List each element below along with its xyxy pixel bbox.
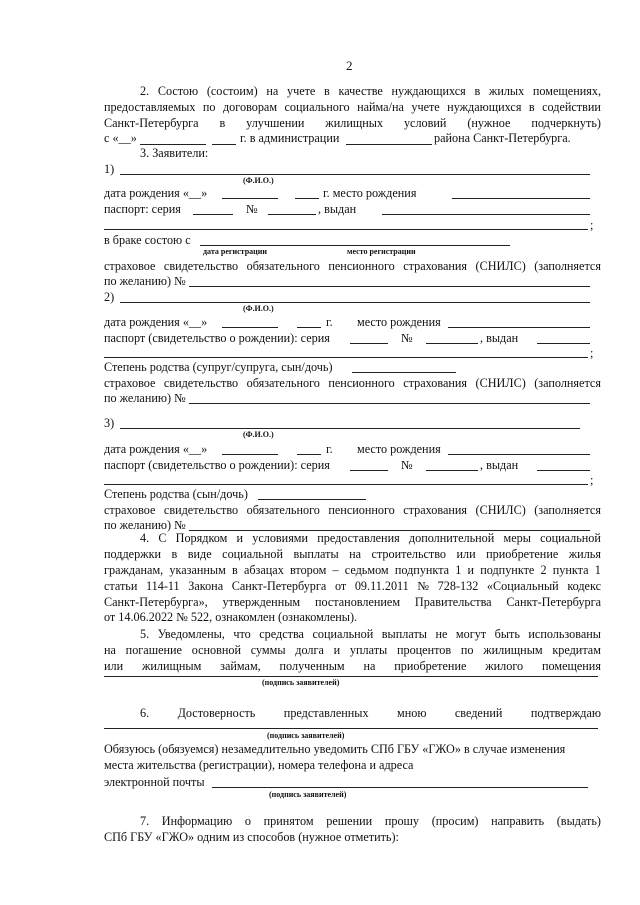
word: быть <box>494 627 520 641</box>
word: социальной <box>540 531 601 545</box>
word: жилищных <box>325 116 384 130</box>
a1-birthplace-field[interactable] <box>452 198 590 199</box>
word: на <box>349 547 362 561</box>
word: (заполняется <box>534 259 601 273</box>
word: условиями <box>252 531 309 545</box>
word: жилого <box>485 659 524 673</box>
word: жилых <box>488 84 525 98</box>
word: гражданам, <box>104 563 164 577</box>
word: пенсионного <box>328 503 395 517</box>
email-signature-field[interactable] <box>212 787 588 788</box>
word: Состою <box>157 84 199 98</box>
word: предоставляемых <box>104 100 196 114</box>
word: процентов <box>396 643 452 657</box>
word: 2 <box>540 563 547 577</box>
word: помещениях, <box>532 84 601 98</box>
word: долга <box>295 643 324 657</box>
date-day-field[interactable] <box>140 144 206 145</box>
word: строительство <box>371 547 447 561</box>
word: обязательного <box>246 503 320 517</box>
word: использованы <box>528 627 601 641</box>
word: обязательного <box>246 259 320 273</box>
word: условий <box>403 116 447 130</box>
word: качестве <box>338 84 383 98</box>
fio-caption: (Ф.И.О.) <box>243 176 274 185</box>
word: помещения <box>541 659 601 673</box>
word: средства <box>259 627 304 641</box>
applicant2-number: 2) <box>104 290 115 304</box>
p5-signature-caption: (подпись заявителей) <box>262 678 340 687</box>
word: пенсионного <box>328 376 395 390</box>
p2-line4-start: с «__» <box>104 131 137 145</box>
a3-passport-label: паспорт (свидетельство о рождении): серия <box>104 458 330 472</box>
semicolon: ; <box>590 346 594 360</box>
reg-date-caption: дата регистрации <box>203 247 267 256</box>
word: страховое <box>104 503 156 517</box>
word: 09.11.2011 <box>354 579 409 593</box>
p4-line3 <box>104 563 601 577</box>
a1-issued-field[interactable] <box>382 214 590 215</box>
applicant1-fio-field[interactable] <box>120 174 590 175</box>
word: 2. <box>140 84 150 98</box>
a1-dob-field[interactable] <box>222 198 278 199</box>
semicolon: ; <box>590 473 594 487</box>
a3-passport-number-field[interactable] <box>426 470 478 471</box>
oblige-line1: Обязуюсь (обязуемся) незамедлительно уведомить СПб ГБУ «ГЖО» в случае изменения <box>104 742 566 756</box>
p4-line6: от 14.06.2022 № 522, ознакомлен (ознакомлены). <box>104 610 358 624</box>
word: жилищным <box>483 643 543 657</box>
a1-year-field[interactable] <box>295 198 319 199</box>
p6-line1 <box>140 706 601 720</box>
word: выплаты <box>293 547 339 561</box>
a3-kinship-label: Степень родства (сын/дочь) <box>104 487 248 501</box>
word: абзацах <box>243 563 284 577</box>
word: в <box>474 84 481 98</box>
a3-year-label: г. <box>326 442 333 456</box>
p2-line2 <box>104 100 601 114</box>
word: Порядком <box>175 531 228 545</box>
a1-no-label: № <box>246 202 258 216</box>
word: или <box>456 547 476 561</box>
p4-line4 <box>104 579 601 593</box>
a3-passport-series-field[interactable] <box>350 470 388 471</box>
word: погашение <box>125 643 182 657</box>
word: Санкт-Петербурга <box>231 579 327 593</box>
a1-year-label: г. место рождения <box>323 186 417 200</box>
p5-line2 <box>104 643 601 657</box>
p2-line1 <box>140 84 601 98</box>
p5-line1 <box>140 627 601 641</box>
p4-line5 <box>104 595 601 609</box>
word: улучшении <box>246 116 305 130</box>
a2-passport-label: паспорт (свидетельство о рождении): серия <box>104 331 330 345</box>
word: на <box>104 643 116 657</box>
word: нуждающихся <box>447 100 522 114</box>
p7-line1 <box>140 814 601 828</box>
word: суммы <box>250 643 286 657</box>
applicant2-fio-field[interactable] <box>120 302 590 303</box>
word: свидетельство <box>163 503 239 517</box>
p7-line2: СПб ГБУ «ГЖО» одним из способов (нужное отметить): <box>104 830 399 844</box>
word: страхования <box>403 259 468 273</box>
word: виде <box>187 547 212 561</box>
word: (просим) <box>431 814 479 828</box>
a2-year-field[interactable] <box>297 327 321 328</box>
a1-dob-label: дата рождения «__» <box>104 186 208 200</box>
oblige-line2: места жительства (регистрации), номера телефона и адреса <box>104 758 414 772</box>
p5-signature-field[interactable] <box>104 676 598 677</box>
a3-birthplace-field[interactable] <box>448 454 590 455</box>
word: направить <box>491 814 545 828</box>
word: Информацию <box>161 814 233 828</box>
word: решении <box>326 814 373 828</box>
word: Достоверность <box>177 706 256 720</box>
a1-passport-number-field[interactable] <box>268 214 316 215</box>
p2-line3 <box>104 116 601 130</box>
word: поддержки <box>104 547 162 561</box>
word: представленных <box>283 706 369 720</box>
word: постановлением <box>314 595 401 609</box>
a2-birthplace-label: место рождения <box>357 315 441 329</box>
p5-line3 <box>104 659 601 673</box>
word: приобретение <box>394 659 467 673</box>
p2-line4-end: района Санкт-Петербурга. <box>434 131 571 145</box>
word: пункта <box>552 563 589 577</box>
word: «Социальный <box>486 579 559 593</box>
word: или <box>104 659 124 673</box>
a3-birthplace-label: место рождения <box>357 442 441 456</box>
word: (состоим) <box>206 84 258 98</box>
a1-issued-label: , выдан <box>318 202 357 216</box>
word: основной <box>191 643 242 657</box>
word: нуждающихся <box>391 84 466 98</box>
word: свидетельство <box>163 259 239 273</box>
word: полученным <box>279 659 345 673</box>
word: в <box>219 116 226 130</box>
p2-line4-admin: г. в администрации <box>240 131 340 145</box>
word: обязательного <box>246 376 320 390</box>
word: и <box>333 643 341 657</box>
word: Правительства <box>414 595 492 609</box>
word: (СНИЛС) <box>475 503 526 517</box>
word: дополнительной <box>408 531 495 545</box>
word: страховое <box>104 259 156 273</box>
a1-passport-label: паспорт: серия <box>104 202 181 216</box>
word: от <box>334 579 347 593</box>
p4-line2 <box>104 547 601 561</box>
page-number: 2 <box>346 58 353 73</box>
word: в <box>528 100 535 114</box>
a3-kinship-field[interactable] <box>258 499 366 500</box>
word: подчеркнуть) <box>531 116 601 130</box>
word: (СНИЛС) <box>475 376 526 390</box>
a1-issued-field-cont[interactable] <box>104 229 588 230</box>
a2-dob-field[interactable] <box>222 327 278 328</box>
word: пенсионного <box>328 259 395 273</box>
word: указанным <box>169 563 226 577</box>
word: страховое <box>104 376 156 390</box>
a2-issued-field-cont[interactable] <box>104 357 588 358</box>
word: 6. <box>140 706 150 720</box>
word: меры <box>503 531 531 545</box>
word: по <box>460 643 474 657</box>
word: принятом <box>263 814 314 828</box>
word: втором <box>289 563 327 577</box>
district-field[interactable] <box>346 144 432 145</box>
word: прошу <box>384 814 420 828</box>
a3-snils-line <box>104 503 601 517</box>
word: 7. <box>140 814 150 828</box>
word: мною <box>397 706 427 720</box>
word: кредитам <box>552 643 601 657</box>
word: найма/на <box>357 100 404 114</box>
a2-snils-line <box>104 376 601 390</box>
semicolon: ; <box>590 218 594 232</box>
a2-issued-label: , выдан <box>480 331 519 345</box>
a2-snils-end: по желанию) № <box>104 391 186 405</box>
a3-issued-field[interactable] <box>537 470 590 471</box>
a2-year-label: г. <box>326 315 333 329</box>
reg-place-caption: место регистрации <box>347 247 416 256</box>
a2-passport-number-field[interactable] <box>426 343 478 344</box>
word: 1 <box>455 563 462 577</box>
word: социального <box>284 100 350 114</box>
p6-signature-field[interactable] <box>104 728 598 729</box>
word: договорам <box>222 100 278 114</box>
word: уплаты <box>349 643 388 657</box>
word: в <box>232 563 238 577</box>
word: (нужное <box>467 116 511 130</box>
word: С <box>158 531 167 545</box>
a3-snils-end: по желанию) № <box>104 518 186 532</box>
word: 5. <box>140 627 150 641</box>
word: кодекс <box>567 579 601 593</box>
a2-birthplace-field[interactable] <box>448 327 590 328</box>
a2-issued-field[interactable] <box>537 343 590 344</box>
applicant3-fio-field[interactable] <box>120 428 580 429</box>
word: свидетельство <box>163 376 239 390</box>
word: Санкт-Петербурга <box>506 595 601 609</box>
word: в <box>324 84 330 98</box>
word: Санкт-Петербурга <box>104 116 199 130</box>
a2-passport-series-field[interactable] <box>350 343 388 344</box>
word: 728-132 <box>437 579 479 593</box>
word: жилья <box>568 547 601 561</box>
a2-kinship-field[interactable] <box>352 372 456 373</box>
word: Санкт-Петербурга», <box>104 595 208 609</box>
word: социальной <box>312 627 374 641</box>
word: (заполняется <box>534 503 601 517</box>
word: Уведомлены, <box>157 627 225 641</box>
a3-year-field[interactable] <box>297 454 321 455</box>
word: могут <box>455 627 487 641</box>
word: на <box>363 659 376 673</box>
word: 4. <box>140 531 150 545</box>
word: содействии <box>542 100 601 114</box>
word: учете <box>411 100 440 114</box>
word: в <box>171 547 178 561</box>
p4-line1 <box>140 531 601 545</box>
word: статьи <box>104 579 138 593</box>
word: 1 <box>594 563 601 577</box>
a1-snils-end: по желанию) № <box>104 274 186 288</box>
a3-issued-field-cont[interactable] <box>104 484 588 485</box>
a2-kinship-label: Степень родства (супруг/супруга, сын/дочь) <box>104 360 333 374</box>
word: подтверждаю <box>530 706 601 720</box>
word: 114-11 <box>146 579 180 593</box>
word: и <box>236 531 244 545</box>
word: Закона <box>188 579 224 593</box>
a3-issued-label: , выдан <box>480 458 519 472</box>
word: подпункте <box>480 563 535 577</box>
email-label: электронной почты <box>104 775 205 789</box>
word: что <box>233 627 251 641</box>
a3-dob-label: дата рождения «__» <box>104 442 208 456</box>
word: (СНИЛС) <box>475 259 526 273</box>
a2-snils-field[interactable] <box>189 403 590 404</box>
email-signature-caption: (подпись заявителей) <box>269 790 347 799</box>
a1-snils-line <box>104 259 601 273</box>
word: подпункта <box>394 563 450 577</box>
word: учете <box>286 84 316 98</box>
a2-dob-label: дата рождения «__» <box>104 315 208 329</box>
word: – <box>332 563 339 577</box>
word: страхования <box>403 503 468 517</box>
word: по <box>202 100 216 114</box>
word: страхования <box>403 376 468 390</box>
word: предоставления <box>317 531 400 545</box>
word: № <box>417 579 430 593</box>
marriage-label: в браке состою с <box>104 233 191 247</box>
a3-dob-field[interactable] <box>222 454 278 455</box>
word: (выдать) <box>556 814 601 828</box>
word: о <box>244 814 251 828</box>
fio-caption: (Ф.И.О.) <box>243 304 274 313</box>
word: сведений <box>454 706 503 720</box>
word: и <box>467 563 475 577</box>
word: социальной <box>222 547 283 561</box>
word: не <box>435 627 448 641</box>
a2-no-label: № <box>401 331 413 345</box>
word: (заполняется <box>534 376 601 390</box>
a3-no-label: № <box>401 458 413 472</box>
p6-signature-caption: (подпись заявителей) <box>267 731 345 740</box>
word: утвержденным <box>222 595 301 609</box>
word: займам, <box>220 659 261 673</box>
date-year-field[interactable] <box>212 144 236 145</box>
applicants-heading: 3. Заявители: <box>140 146 209 160</box>
a1-snils-field[interactable] <box>189 286 590 287</box>
word: седьмом <box>344 563 389 577</box>
fio-caption: (Ф.И.О.) <box>243 430 274 439</box>
applicant1-number: 1) <box>104 162 115 176</box>
marriage-field[interactable] <box>200 245 510 246</box>
word: на <box>266 84 279 98</box>
word: приобретение <box>486 547 559 561</box>
applicant3-number: 3) <box>104 416 115 430</box>
word: жилищным <box>141 659 202 673</box>
a1-passport-series-field[interactable] <box>193 214 233 215</box>
word: выплаты <box>381 627 427 641</box>
